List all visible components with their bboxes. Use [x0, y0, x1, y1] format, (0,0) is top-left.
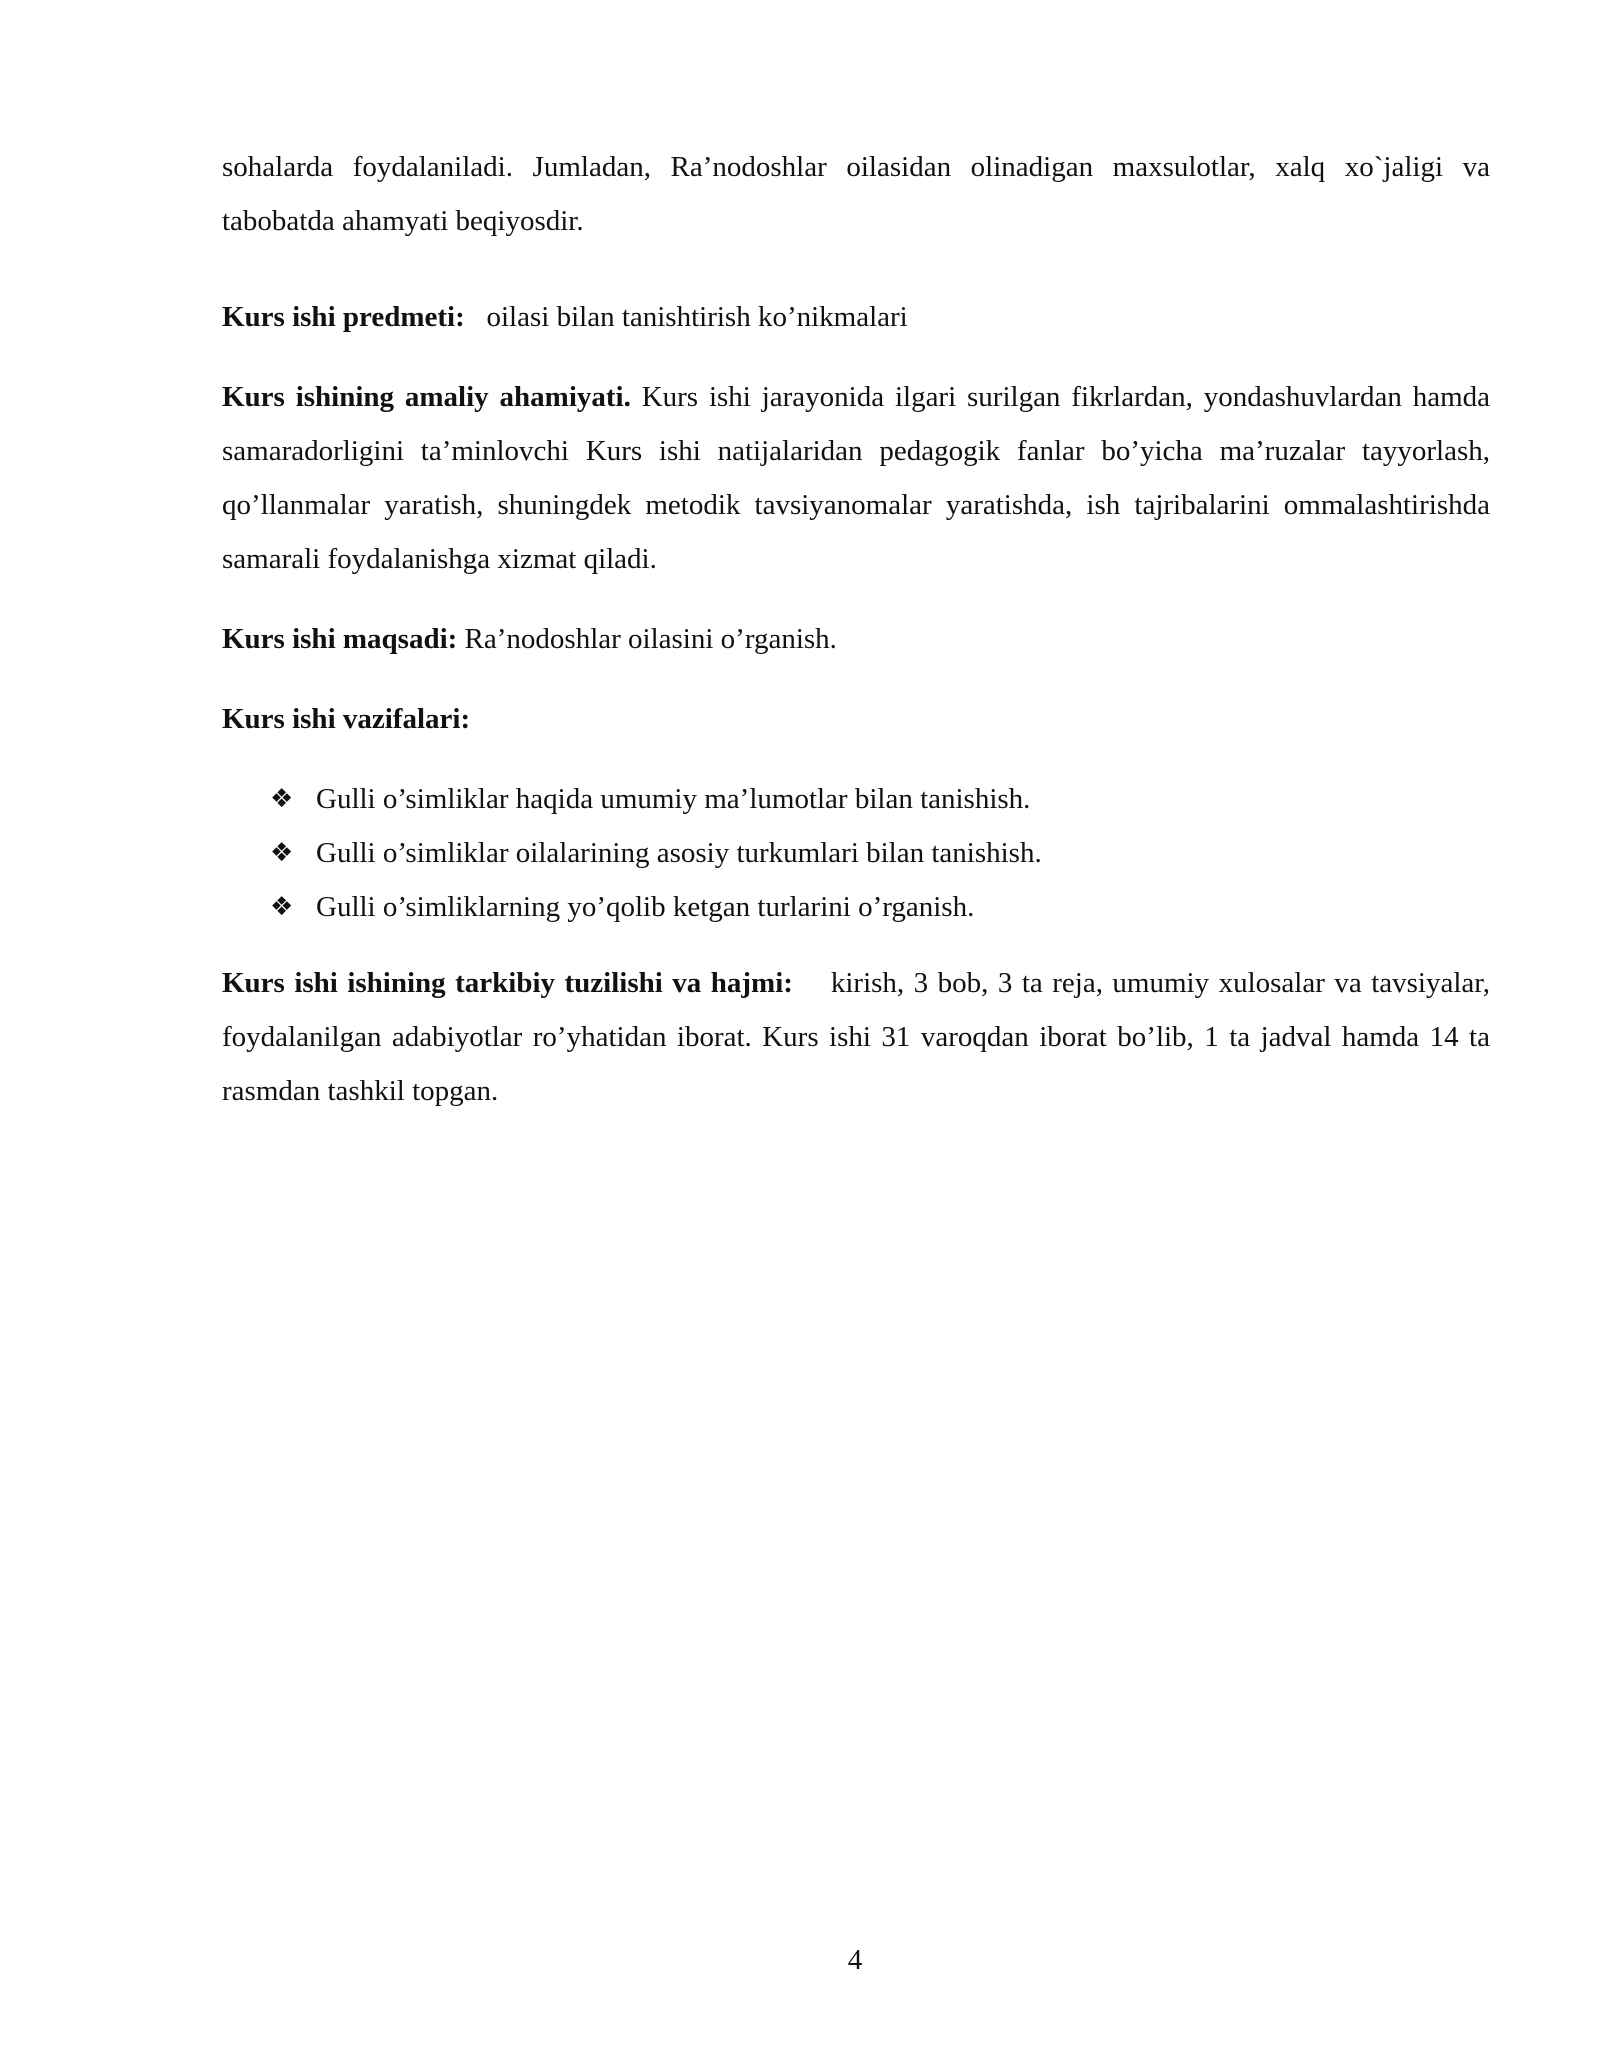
significance-label: Kurs ishining amaliy ahamiyati.	[222, 381, 631, 413]
list-item	[270, 772, 1490, 826]
subject-paragraph	[222, 290, 1490, 344]
goal-paragraph	[222, 612, 1490, 666]
list-item-text: Gulli o’simliklar oilalarining asosiy turkumlari bilan tanishish.	[316, 837, 1042, 869]
list-item-text: Gulli o’simliklar haqida umumiy ma’lumotlar bilan tanishish.	[316, 783, 1031, 815]
diamond-bullet-icon: ❖	[270, 892, 294, 922]
diamond-bullet-icon: ❖	[270, 838, 294, 868]
subject-text: oilasi bilan tanishtirish ko’nikmalari	[486, 301, 908, 333]
significance-paragraph	[222, 370, 1490, 586]
structure-text: kirish, 3 bob, 3 ta reja, umumiy xulosalar va tavsiyalar, foydalanilgan adabiyotlar ro’yhatidan iborat. Kurs ishi 31 varoqdan iborat bo’lib, 1 ta jadval hamda 14 ta rasmdan tashkil topgan.	[222, 967, 1491, 1107]
goal-label: Kurs ishi maqsadi:	[222, 623, 458, 655]
tasks-list	[222, 772, 1490, 934]
tasks-label: Kurs ishi vazifalari:	[222, 703, 471, 735]
goal-text: Ra’nodoshlar oilasini o’rganish.	[464, 623, 837, 655]
intro-paragraph	[222, 140, 1490, 248]
diamond-bullet-icon: ❖	[270, 784, 294, 814]
structure-label: Kurs ishi ishining tarkibiy tuzilishi va hajmi:	[222, 967, 793, 999]
structure-paragraph	[222, 956, 1490, 1118]
list-item-text: Gulli o’simliklarning yo’qolib ketgan turlarini o’rganish.	[316, 891, 975, 923]
significance-text: Kurs ishi jarayonida ilgari surilgan fikrlardan, yondashuvlardan hamda samaradorligini ta’minlovchi Kurs ishi natijalaridan pedagogik fanlar bo’yicha ma’ruzalar tayyorlash, qo’llanmalar yaratish, shuningdek metodik tavsiyanomalar yaratishda, ish tajribalarini ommalashtirishda samarali foydalanishga xizmat qiladi.	[222, 381, 1491, 575]
document-body	[222, 140, 1490, 1118]
subject-label: Kurs ishi predmeti:	[222, 301, 465, 333]
list-item	[270, 826, 1490, 880]
intro-text: sohalarda foydalaniladi. Jumladan, Ra’nodoshlar oilasidan olinadigan maxsulotlar, xalq xo`jaligi va tabobatda ahamyati beqiyosdir.	[222, 151, 1490, 237]
page-number: 4	[847, 1944, 863, 1976]
list-item	[270, 880, 1490, 934]
tasks-heading	[222, 692, 1490, 746]
